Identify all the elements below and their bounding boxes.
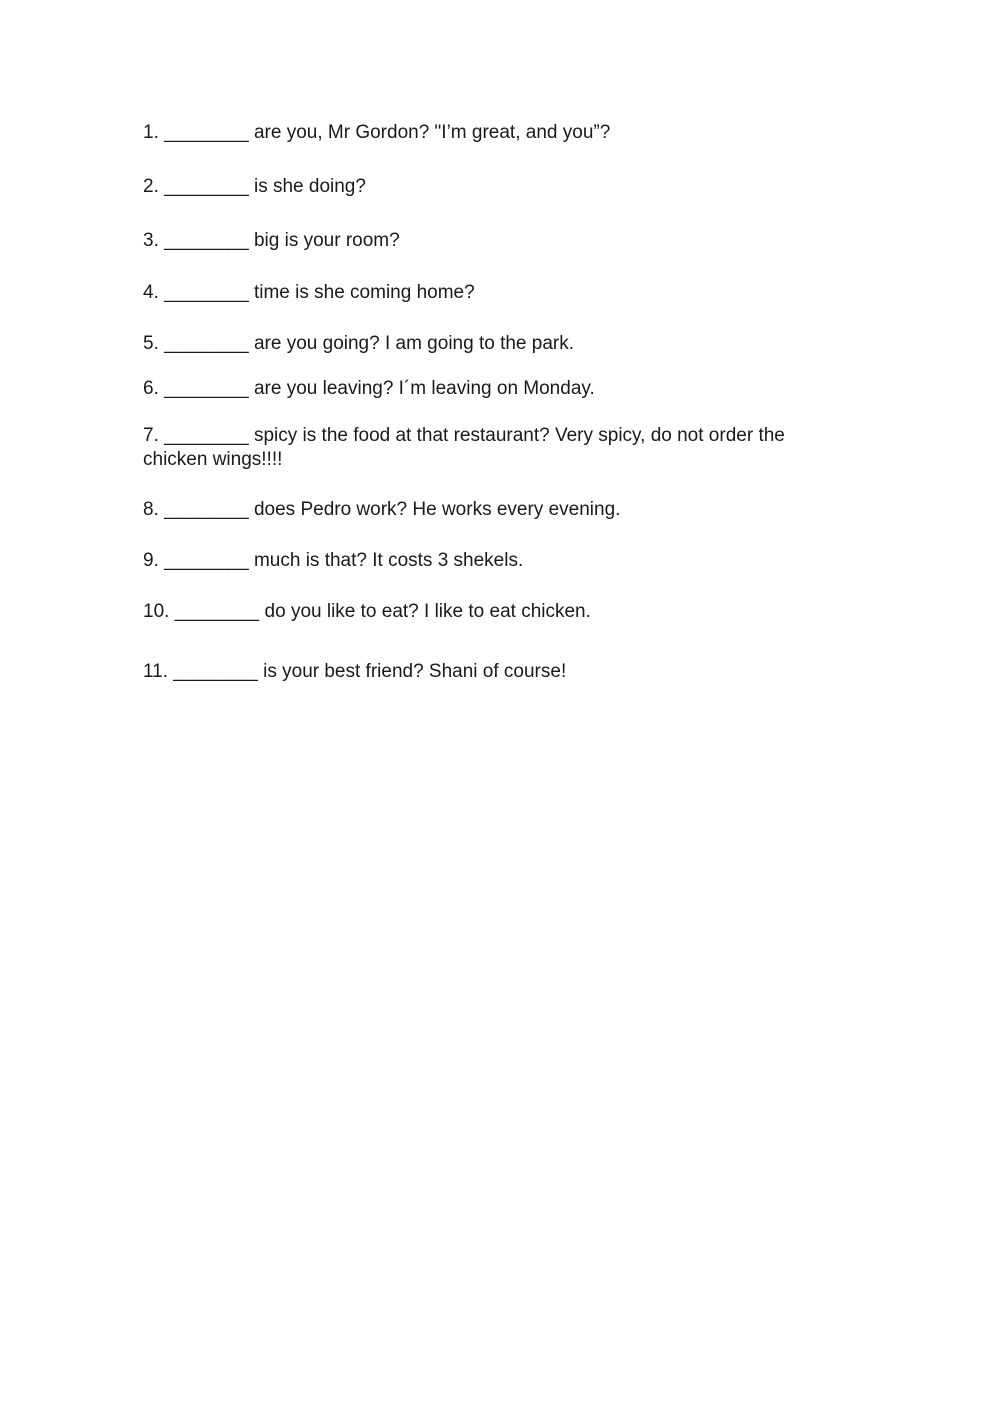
question-7 bbox=[143, 424, 843, 472]
question-number: 4. bbox=[143, 282, 159, 303]
answer-blank: ________ bbox=[164, 176, 249, 197]
question-text: are you leaving? I´m leaving on Monday. bbox=[253, 378, 595, 399]
answer-blank: ________ bbox=[164, 230, 249, 251]
answer-blank: ________ bbox=[164, 499, 249, 520]
question-text: do you like to eat? I like to eat chicken. bbox=[264, 601, 591, 622]
question-text: spicy is the food at that restaurant? Very spicy, do not order the chicken wings!!!! bbox=[143, 425, 785, 470]
question-text: are you going? I am going to the park. bbox=[253, 333, 575, 354]
answer-blank: ________ bbox=[164, 333, 249, 354]
answer-blank: ________ bbox=[164, 122, 249, 143]
question-number: 7. bbox=[143, 425, 159, 446]
question-number: 8. bbox=[143, 499, 159, 520]
question-number: 10. bbox=[143, 601, 170, 622]
answer-blank: ________ bbox=[174, 601, 260, 622]
question-number: 9. bbox=[143, 550, 159, 571]
question-number: 3. bbox=[143, 230, 159, 251]
question-8 bbox=[143, 498, 843, 522]
question-1 bbox=[143, 121, 843, 145]
question-text: much is that? It costs 3 shekels. bbox=[253, 550, 524, 571]
question-number: 11. bbox=[143, 661, 169, 682]
question-text: does Pedro work? He works every evening. bbox=[253, 499, 621, 520]
question-4 bbox=[143, 281, 843, 305]
question-text: big is your room? bbox=[253, 230, 400, 251]
question-10 bbox=[143, 600, 843, 624]
answer-blank: ________ bbox=[164, 550, 249, 571]
question-text: is your best friend? Shani of course! bbox=[263, 661, 567, 682]
question-9 bbox=[143, 549, 843, 573]
question-number: 5. bbox=[143, 333, 159, 354]
question-text: time is she coming home? bbox=[253, 282, 475, 303]
question-3 bbox=[143, 229, 843, 253]
answer-blank: ________ bbox=[164, 378, 249, 399]
answer-blank: ________ bbox=[164, 282, 249, 303]
question-text: is she doing? bbox=[253, 176, 366, 197]
answer-blank: ________ bbox=[164, 425, 249, 446]
question-number: 1. bbox=[143, 122, 159, 143]
question-2 bbox=[143, 175, 843, 199]
question-number: 6. bbox=[143, 378, 159, 399]
question-number: 2. bbox=[143, 176, 159, 197]
question-6 bbox=[143, 377, 843, 401]
question-text: are you, Mr Gordon? "I’m great, and you”? bbox=[253, 122, 611, 143]
question-11 bbox=[143, 660, 843, 684]
question-5 bbox=[143, 332, 843, 356]
answer-blank: ________ bbox=[173, 661, 258, 682]
